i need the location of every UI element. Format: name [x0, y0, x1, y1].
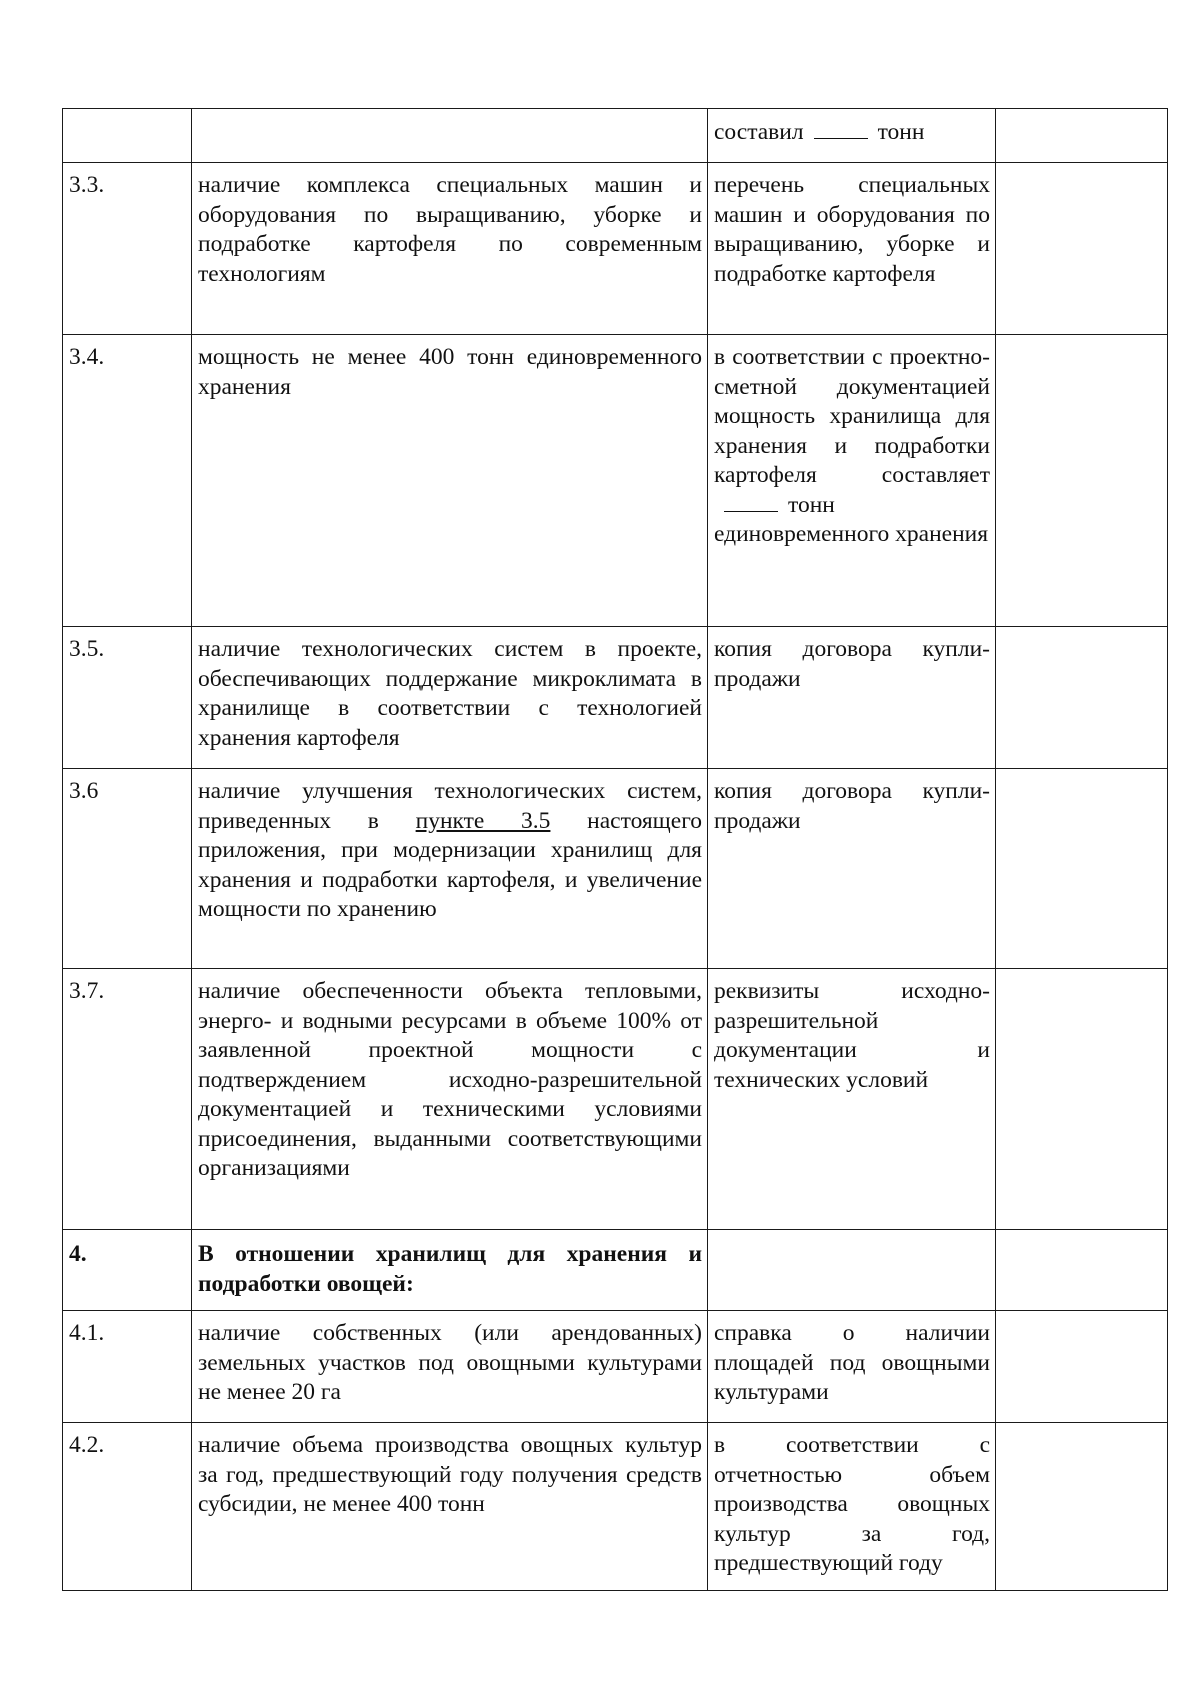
table-row — [63, 1311, 1168, 1423]
criterion-cell: мощность не менее 400 тонн единовременного хранения — [192, 335, 708, 627]
criterion-cell: наличие комплекса специальных машин и оборудования по выращиванию, уборке и подработке картофеля по современным технологиям — [192, 163, 708, 335]
document-cell: копия договора купли-продажи — [708, 769, 996, 969]
row-number: 4. — [63, 1230, 192, 1311]
table-row — [63, 769, 1168, 969]
table-row — [63, 163, 1168, 335]
document-text-after: тонн единовременного хранения — [714, 491, 989, 547]
row-number: 4.2. — [63, 1423, 192, 1591]
document-cell: копия договора купли-продажи — [708, 627, 996, 769]
document-cell: справка о наличии площадей под овощными культурами — [708, 1311, 996, 1423]
document-cell: перечень специальных машин и оборудования по выращиванию, уборке и подработке картофеля — [708, 163, 996, 335]
criterion-cell — [192, 769, 708, 969]
document-text-after: тонн — [877, 119, 925, 145]
notes-cell — [996, 109, 1168, 163]
document-cell: реквизиты исходно-разрешительной документации и технических условий — [708, 969, 996, 1230]
row-number: 3.4. — [63, 335, 192, 627]
criterion-cell: наличие собственных (или арендованных) земельных участков под овощными культурами не менее 20 га — [192, 1311, 708, 1423]
row-number: 3.3. — [63, 163, 192, 335]
criterion-cell: наличие технологических систем в проекте, обеспечивающих поддержание микроклимата в хранилище в соответствии с технологией хранения картофеля — [192, 627, 708, 769]
notes-cell — [996, 1423, 1168, 1591]
table-row — [63, 109, 1168, 163]
notes-cell — [996, 627, 1168, 769]
row-number: 3.7. — [63, 969, 192, 1230]
document-cell: в соответствии с отчетностью объем производства овощных культур за год, предшествующий году — [708, 1423, 996, 1591]
table-row — [63, 1423, 1168, 1591]
fill-in-blank — [724, 491, 778, 512]
document-cell — [708, 335, 996, 627]
notes-cell — [996, 1230, 1168, 1311]
row-number: 3.6 — [63, 769, 192, 969]
document-cell — [708, 109, 996, 163]
criterion-text-after: настоящего приложения, при модернизации хранилищ для хранения и подработки картофеля, и увеличение мощности по хранению — [198, 807, 703, 922]
document-cell — [708, 1230, 996, 1311]
criterion-text-before: наличие улучшения технологических систем, приведенных в — [198, 778, 702, 834]
fill-in-blank — [814, 118, 868, 139]
row-number: 3.5. — [63, 627, 192, 769]
paragraph-reference-link[interactable]: пункте 3.5 — [415, 807, 551, 834]
notes-cell — [996, 163, 1168, 335]
section-heading: В отношении хранилищ для хранения и подработки овощей: — [192, 1230, 708, 1311]
document-text-before: составил — [714, 119, 804, 145]
document-text-before: в соответствии с проектно-сметной документацией мощность хранилища для хранения и подработки картофеля составляет — [714, 344, 990, 488]
table-row — [63, 969, 1168, 1230]
notes-cell — [996, 335, 1168, 627]
section-header-row — [63, 1230, 1168, 1311]
criterion-cell: наличие объема производства овощных культур за год, предшествующий году получения средств субсидии, не менее 400 тонн — [192, 1423, 708, 1591]
table-row — [63, 335, 1168, 627]
notes-cell — [996, 969, 1168, 1230]
row-number: 4.1. — [63, 1311, 192, 1423]
table-row — [63, 627, 1168, 769]
criteria-table — [62, 108, 1168, 1591]
criterion-cell — [192, 109, 708, 163]
row-number — [63, 109, 192, 163]
notes-cell — [996, 769, 1168, 969]
criterion-cell: наличие обеспеченности объекта тепловыми, энерго- и водными ресурсами в объеме 100% от заявленной проектной мощности с подтверждением исходно-разрешительной документацией и техническими условиями присоединения, выданными соответствующими организациями — [192, 969, 708, 1230]
notes-cell — [996, 1311, 1168, 1423]
